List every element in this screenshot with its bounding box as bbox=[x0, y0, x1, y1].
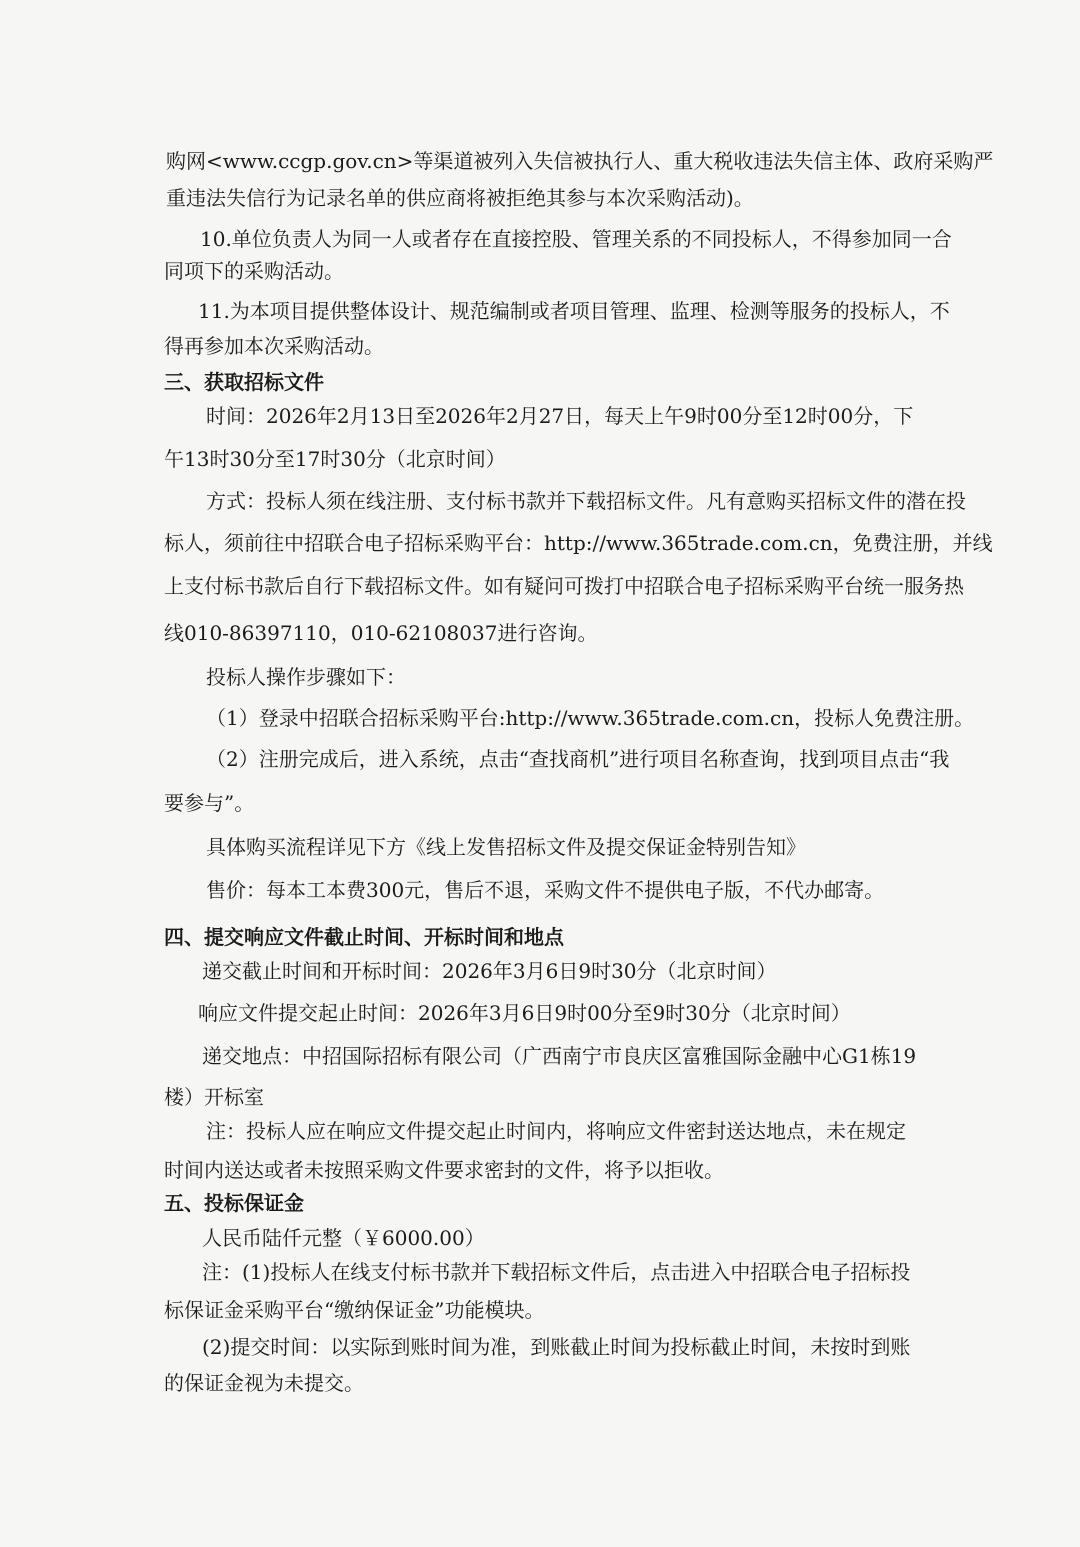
text-line-18: 具体购买流程详见下方《线上发售招标文件及提交保证金特别告知》 bbox=[206, 835, 806, 859]
section-heading-4: 四、提交响应文件截止时间、开标时间和地点 bbox=[164, 925, 564, 949]
section-heading-3: 三、获取招标文件 bbox=[164, 370, 324, 394]
text-line-23: 递交地点：中招国际招标有限公司（广西南宁市良庆区富雅国际金融中心G1栋19 bbox=[202, 1044, 917, 1068]
text-line-4: 同项下的采购活动。 bbox=[164, 259, 344, 283]
text-line-25: 注：投标人应在响应文件提交起止时间内，将响应文件密封送达地点，未在规定 bbox=[206, 1119, 906, 1143]
text-line-9: 午13时30分至17时30分（北京时间） bbox=[164, 447, 506, 471]
text-line-21: 递交截止时间和开标时间：2026年3月6日9时30分（北京时间） bbox=[202, 959, 777, 983]
text-line-26: 时间内送达或者未按照采购文件要求密封的文件，将予以拒收。 bbox=[164, 1158, 724, 1182]
text-line-3: 10.单位负责人为同一人或者存在直接控股、管理关系的不同投标人，不得参加同一合 bbox=[200, 227, 952, 251]
text-line-32: 的保证金视为未提交。 bbox=[164, 1371, 364, 1395]
text-line-17: 要参与”。 bbox=[164, 791, 255, 815]
text-line-30: 标保证金采购平台“缴纳保证金”功能模块。 bbox=[164, 1298, 545, 1322]
text-line-5: 11.为本项目提供整体设计、规范编制或者项目管理、监理、检测等服务的投标人，不 bbox=[198, 299, 950, 323]
text-line-19: 售价：每本工本费300元，售后不退，采购文件不提供电子版，不代办邮寄。 bbox=[206, 878, 885, 902]
text-line-16: （2）注册完成后，进入系统，点击“查找商机”进行项目名称查询，找到项目点击“我 bbox=[206, 747, 950, 771]
text-line-1: 购网<www.ccgp.gov.cn>等渠道被列入失信被执行人、重大税收违法失信主体、政府采购严 bbox=[166, 149, 994, 173]
text-line-28: 人民币陆仟元整（￥6000.00） bbox=[202, 1226, 485, 1250]
section-heading-5: 五、投标保证金 bbox=[164, 1191, 304, 1215]
text-line-22: 响应文件提交起止时间：2026年3月6日9时00分至9时30分（北京时间） bbox=[198, 1001, 851, 1025]
text-line-24: 楼）开标室 bbox=[164, 1085, 264, 1109]
text-line-11: 标人，须前往中招联合电子招标采购平台：http://www.365trade.com.cn，免费注册，并线 bbox=[164, 531, 993, 555]
text-line-14: 投标人操作步骤如下： bbox=[206, 665, 406, 689]
text-line-12: 上支付标书款后自行下载招标文件。如有疑问可拨打中招联合电子招标采购平台统一服务热 bbox=[164, 574, 964, 598]
text-line-6: 得再参加本次采购活动。 bbox=[164, 334, 384, 358]
text-line-29: 注：(1)投标人在线支付标书款并下载招标文件后，点击进入中招联合电子招标投 bbox=[202, 1260, 911, 1284]
text-line-2: 重违法失信行为记录名单的供应商将被拒绝其参与本次采购活动)。 bbox=[166, 186, 754, 210]
text-line-8: 时间：2026年2月13日至2026年2月27日，每天上午9时00分至12时00分，下 bbox=[206, 404, 914, 428]
text-line-10: 方式：投标人须在线注册、支付标书款并下载招标文件。凡有意购买招标文件的潜在投 bbox=[206, 489, 966, 513]
text-line-31: (2)提交时间：以实际到账时间为准，到账截止时间为投标截止时间，未按时到账 bbox=[202, 1335, 911, 1359]
text-line-15: （1）登录中招联合招标采购平台:http://www.365trade.com.cn，投标人免费注册。 bbox=[206, 706, 975, 730]
text-line-13: 线010-86397110，010-62108037进行咨询。 bbox=[164, 621, 598, 645]
